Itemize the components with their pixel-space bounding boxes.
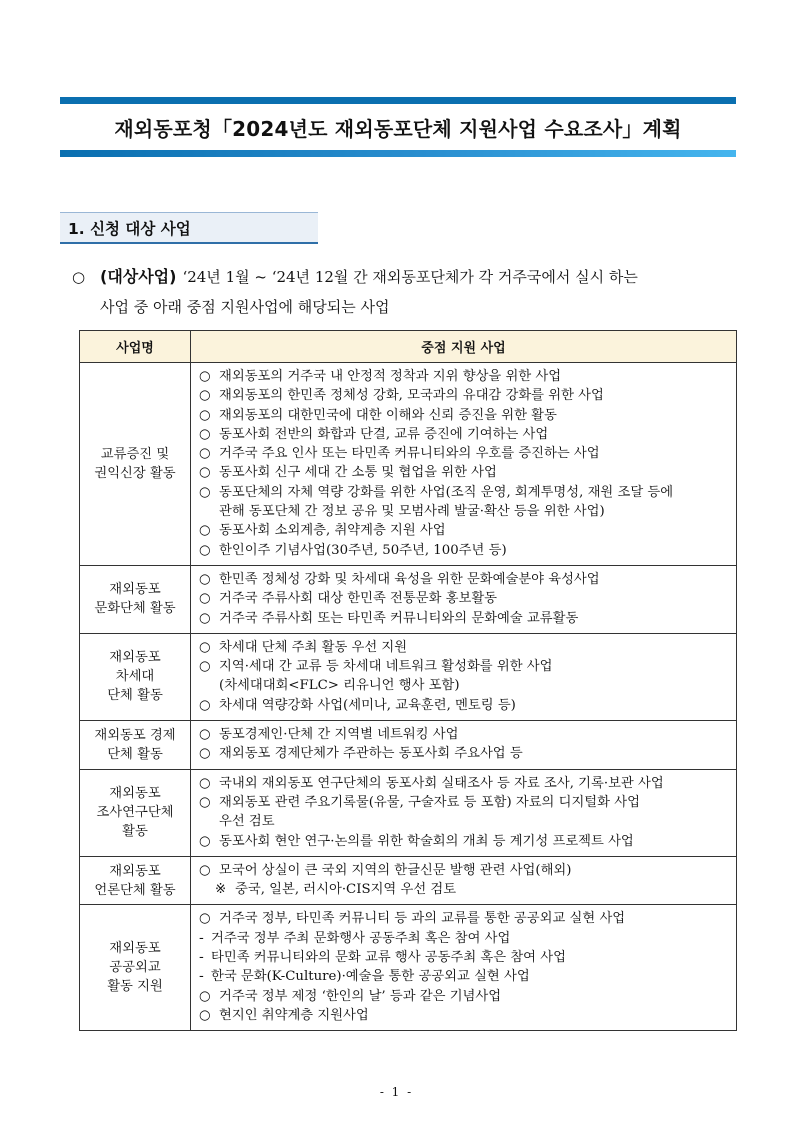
list-item-text: 거주국 정부 제정 ‘한인의 날’ 등과 같은 기념사업 bbox=[219, 988, 502, 1004]
circle-bullet-icon: ○ bbox=[199, 542, 211, 558]
dash-bullet-icon: - bbox=[199, 930, 204, 946]
list-item bbox=[199, 483, 730, 502]
list-item bbox=[199, 609, 730, 628]
circle-bullet-icon: ○ bbox=[199, 988, 211, 1004]
table-header-row bbox=[80, 331, 737, 363]
circle-bullet-icon: ○ bbox=[199, 523, 211, 539]
category-line: 재외동포 bbox=[109, 941, 161, 957]
list-item bbox=[199, 406, 730, 425]
table-body bbox=[80, 363, 737, 1031]
list-item-text: 한국 문화(K-Culture)·예술을 통한 공공외교 실현 사업 bbox=[211, 969, 530, 985]
list-item bbox=[199, 880, 730, 899]
category-line: 조사연구단체 bbox=[96, 805, 174, 821]
category-line: 언론단체 활동 bbox=[94, 882, 176, 898]
list-item-text: 거주국 주류사회 대상 한민족 전통문화 홍보활동 bbox=[219, 591, 498, 607]
list-item bbox=[199, 774, 730, 793]
list-item bbox=[199, 948, 730, 967]
circle-bullet-icon: ○ bbox=[199, 775, 211, 791]
list-item bbox=[199, 929, 730, 948]
focus-program-list bbox=[191, 633, 737, 720]
list-item-text: 동포경제인·단체 간 지역별 네트워킹 사업 bbox=[219, 727, 459, 743]
focus-program-list bbox=[191, 363, 737, 566]
circle-bullet-icon: ○ bbox=[199, 727, 211, 743]
list-item bbox=[199, 696, 730, 715]
circle-bullet-icon: ○ bbox=[199, 659, 211, 675]
list-item-text: 관해 동포단체 간 정보 공유 및 모범사례 발굴·확산 등을 위한 사업) bbox=[219, 504, 605, 520]
list-item bbox=[199, 909, 730, 928]
table-row bbox=[80, 633, 737, 720]
list-item bbox=[199, 638, 730, 657]
list-item bbox=[199, 386, 730, 405]
focus-program-list bbox=[191, 721, 737, 770]
category-line: 단체 활동 bbox=[107, 688, 163, 704]
dash-bullet-icon: - bbox=[199, 950, 204, 966]
list-item-text: 국내외 재외동포 연구단체의 동포사회 실태조사 등 자료 조사, 기록·보관 사업 bbox=[219, 775, 664, 791]
list-item-text: 동포사회 소외계층, 취약계층 지원 사업 bbox=[219, 523, 446, 539]
list-item-text: 재외동포의 한민족 정체성 강화, 모국과의 유대감 강화를 위한 사업 bbox=[219, 388, 604, 404]
circle-bullet-icon: ○ bbox=[199, 591, 211, 607]
list-item bbox=[199, 744, 730, 763]
list-item bbox=[199, 502, 730, 521]
circle-bullet-icon: ○ bbox=[199, 610, 211, 626]
list-item bbox=[199, 425, 730, 444]
list-item bbox=[199, 812, 730, 831]
category-line: 재외동포 bbox=[109, 582, 161, 598]
focus-program-list bbox=[191, 856, 737, 905]
list-item bbox=[199, 589, 730, 608]
table-row bbox=[80, 363, 737, 566]
list-item-text: 차세대 역량강화 사업(세미나, 교육훈련, 멘토링 등) bbox=[219, 697, 516, 713]
list-item bbox=[199, 1006, 730, 1025]
list-item-text: 동포사회 현안 연구·논의를 위한 학술회의 개최 등 계기성 프로젝트 사업 bbox=[219, 833, 634, 849]
circle-bullet-icon: ○ bbox=[199, 407, 211, 423]
category-line: 권익신장 활동 bbox=[94, 465, 176, 481]
list-item bbox=[199, 832, 730, 851]
document-title-block bbox=[60, 97, 736, 157]
circle-bullet-icon: ○ bbox=[199, 862, 211, 878]
category-line: 활동 지원 bbox=[107, 979, 163, 995]
category-line: 공공외교 bbox=[109, 960, 161, 976]
circle-bullet-icon: ○ bbox=[199, 639, 211, 655]
list-item-text: 동포사회 전반의 화합과 단결, 교류 증진에 기여하는 사업 bbox=[219, 426, 549, 442]
list-item-text: 타민족 커뮤니티와의 문화 교류 행사 공동주최 혹은 참여 사업 bbox=[211, 950, 566, 966]
program-category bbox=[80, 856, 191, 905]
list-item-text: 재외동포의 거주국 내 안정적 정착과 지위 향상을 위한 사업 bbox=[219, 369, 562, 384]
list-item-text: 한민족 정체성 강화 및 차세대 육성을 위한 문화예술분야 육성사업 bbox=[219, 571, 600, 587]
header-focus-programs: 중점 지원 사업 bbox=[191, 331, 737, 363]
list-item-text: 차세대 단체 주최 활동 우선 지원 bbox=[219, 639, 408, 655]
category-line: 재외동포 bbox=[109, 650, 161, 666]
focus-program-list bbox=[191, 769, 737, 856]
list-item-text: 동포사회 신구 세대 간 소통 및 협업을 위한 사업 bbox=[219, 465, 497, 481]
category-line: 교류증진 및 bbox=[100, 446, 170, 462]
list-item-text: 한인이주 기념사업(30주년, 50주년, 100주년 등) bbox=[219, 542, 507, 558]
table-row bbox=[80, 905, 737, 1031]
intro-line-2: 사업 중 아래 중점 지원사업에 해당되는 사업 bbox=[100, 298, 390, 316]
section-heading: 1. 신청 대상 사업 bbox=[60, 212, 318, 244]
program-category bbox=[80, 769, 191, 856]
program-category bbox=[80, 633, 191, 720]
category-line: 활동 bbox=[122, 824, 148, 840]
title-top-bar bbox=[60, 97, 736, 104]
circle-bullet-icon: ○ bbox=[199, 571, 211, 587]
list-item bbox=[199, 861, 730, 880]
circle-bullet-icon: ○ bbox=[199, 369, 211, 384]
program-category bbox=[80, 363, 191, 566]
list-item-text: 거주국 주요 인사 또는 타민족 커뮤니티와의 우호를 증진하는 사업 bbox=[219, 446, 600, 462]
list-item bbox=[199, 541, 730, 560]
category-line: 차세대 bbox=[115, 669, 155, 685]
list-item-text: 재외동포의 대한민국에 대한 이해와 신뢰 증진을 위한 활동 bbox=[219, 407, 557, 423]
list-item-text: 거주국 주류사회 또는 타민족 커뮤니티와의 문화예술 교류활동 bbox=[219, 610, 579, 626]
table-row bbox=[80, 565, 737, 633]
list-item bbox=[199, 521, 730, 540]
intro-bullet: ○ bbox=[72, 268, 86, 286]
list-item-text: (차세대대회<FLC> 리유니언 행사 포함) bbox=[219, 678, 460, 694]
table-row bbox=[80, 721, 737, 770]
header-program-name: 사업명 bbox=[80, 331, 191, 363]
table-row bbox=[80, 856, 737, 905]
list-item bbox=[199, 793, 730, 812]
category-line: 재외동포 bbox=[109, 863, 161, 879]
list-item bbox=[199, 725, 730, 744]
list-item-text: 거주국 정부 주최 문화행사 공동주최 혹은 참여 사업 bbox=[211, 930, 511, 946]
list-item bbox=[199, 570, 730, 589]
list-item-text: 중국, 일본, 러시아·CIS지역 우선 검토 bbox=[235, 882, 457, 898]
list-item-text: 현지인 취약계층 지원사업 bbox=[219, 1007, 369, 1023]
list-item-text: 재외동포 관련 주요기록물(유물, 구술자료 등 포함) 자료의 디지털화 사업 bbox=[219, 794, 640, 810]
list-item-text: 우선 검토 bbox=[219, 814, 275, 830]
list-item-text: 동포단체의 자체 역량 강화를 위한 사업(조직 운영, 회계투명성, 재원 조달 등에 bbox=[219, 484, 674, 500]
category-line: 문화단체 활동 bbox=[94, 601, 176, 617]
focus-program-list bbox=[191, 905, 737, 1031]
document-title: 재외동포청「2024년도 재외동포단체 지원사업 수요조사」계획 bbox=[114, 116, 682, 141]
focus-program-list bbox=[191, 565, 737, 633]
intro-line-1: ‘24년 1월 ~ ‘24년 12월 간 재외동포단체가 각 거주국에서 실시 하는 bbox=[182, 268, 638, 286]
support-program-table bbox=[79, 330, 737, 1031]
list-item bbox=[199, 987, 730, 1006]
category-line: 재외동포 bbox=[109, 786, 161, 802]
list-item bbox=[199, 676, 730, 695]
program-category bbox=[80, 565, 191, 633]
list-item bbox=[199, 967, 730, 986]
list-item bbox=[199, 367, 730, 386]
program-category bbox=[80, 721, 191, 770]
list-item-text: 거주국 정부, 타민족 커뮤니티 등 과의 교류를 통한 공공외교 실현 사업 bbox=[219, 911, 626, 927]
circle-bullet-icon: ○ bbox=[199, 833, 211, 849]
page-number: - 1 - bbox=[379, 1085, 414, 1099]
dash-bullet-icon: - bbox=[199, 969, 204, 985]
list-item-text: 재외동포 경제단체가 주관하는 동포사회 주요사업 등 bbox=[219, 746, 523, 762]
list-item-text: 지역·세대 간 교류 등 차세대 네트워크 활성화를 위한 사업 bbox=[219, 659, 553, 675]
circle-bullet-icon: ○ bbox=[199, 1007, 211, 1023]
circle-bullet-icon: ○ bbox=[199, 794, 211, 810]
list-item bbox=[199, 657, 730, 676]
table-row bbox=[80, 769, 737, 856]
reference-mark-icon: ※ bbox=[215, 882, 227, 898]
title-bottom-bar bbox=[60, 150, 736, 157]
circle-bullet-icon: ○ bbox=[199, 446, 211, 462]
circle-bullet-icon: ○ bbox=[199, 465, 211, 481]
list-item bbox=[199, 444, 730, 463]
list-item bbox=[199, 463, 730, 482]
circle-bullet-icon: ○ bbox=[199, 484, 211, 500]
category-line: 단체 활동 bbox=[107, 746, 163, 762]
circle-bullet-icon: ○ bbox=[199, 746, 211, 762]
intro-paragraph bbox=[72, 262, 742, 322]
category-line: 재외동포 경제 bbox=[94, 727, 176, 743]
circle-bullet-icon: ○ bbox=[199, 911, 211, 927]
list-item-text: 모국어 상실이 큰 국외 지역의 한글신문 발행 관련 사업(해외) bbox=[219, 862, 572, 878]
circle-bullet-icon: ○ bbox=[199, 426, 211, 442]
circle-bullet-icon: ○ bbox=[199, 697, 211, 713]
intro-label: (대상사업) bbox=[100, 267, 177, 286]
circle-bullet-icon: ○ bbox=[199, 388, 211, 404]
program-category bbox=[80, 905, 191, 1031]
